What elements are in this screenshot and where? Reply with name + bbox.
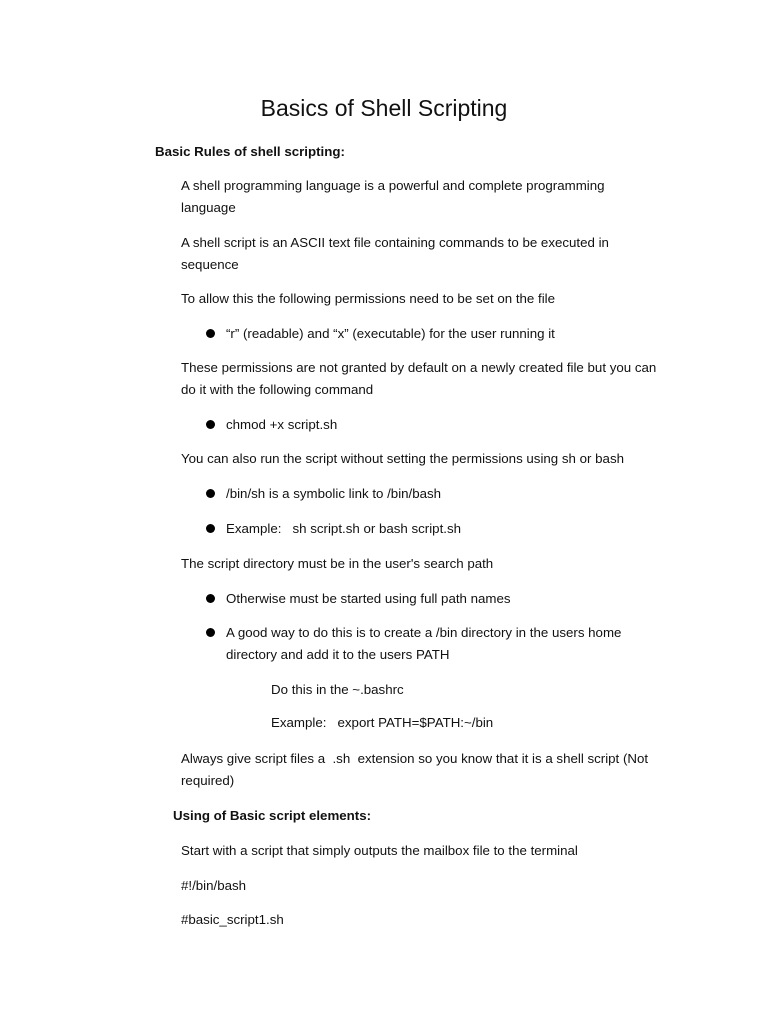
- bullet-item: chmod +x script.sh: [226, 417, 338, 432]
- code-line: #basic_script1.sh: [181, 912, 284, 927]
- paragraph-line: do it with the following command: [181, 382, 374, 397]
- paragraph-line: sequence: [181, 257, 239, 272]
- bullet-icon: [206, 524, 215, 533]
- document-title: Basics of Shell Scripting: [260, 95, 508, 121]
- paragraph-line: These permissions are not granted by default on a newly created file but you can: [181, 360, 657, 375]
- paragraph-line: required): [181, 773, 235, 788]
- paragraph-line: A shell script is an ASCII text file containing commands to be executed in: [181, 235, 609, 250]
- paragraph-line: Always give script files a .sh extension so you know that it is a shell script (Not: [181, 751, 649, 766]
- paragraph-line: Start with a script that simply outputs the mailbox file to the terminal: [181, 843, 578, 858]
- bullet-icon: [206, 420, 215, 429]
- bullet-item: Example: sh script.sh or bash script.sh: [226, 521, 462, 536]
- indented-line: Example: export PATH=$PATH:~/bin: [271, 715, 494, 730]
- section-heading: Basic Rules of shell scripting:: [155, 144, 345, 159]
- paragraph-line: The script directory must be in the user's search path: [181, 556, 494, 571]
- indented-line: Do this in the ~.bashrc: [271, 682, 404, 697]
- paragraph-line: A shell programming language is a powerful and complete programming: [181, 178, 605, 193]
- bullet-item: Otherwise must be started using full path names: [226, 591, 511, 606]
- bullet-item: /bin/sh is a symbolic link to /bin/bash: [226, 486, 442, 501]
- paragraph-line: language: [181, 200, 236, 215]
- bullet-item: A good way to do this is to create a /bin directory in the users home: [226, 625, 622, 640]
- bullet-icon: [206, 329, 215, 338]
- bullet-icon: [206, 628, 215, 637]
- code-line: #!/bin/bash: [181, 878, 247, 893]
- paragraph-line: You can also run the script without setting the permissions using sh or bash: [181, 451, 624, 466]
- section-heading: Using of Basic script elements:: [173, 808, 372, 823]
- bullet-icon: [206, 489, 215, 498]
- bullet-icon: [206, 594, 215, 603]
- bullet-item-continuation: directory and add it to the users PATH: [226, 647, 450, 662]
- bullet-item: “r” (readable) and “x” (executable) for the user running it: [226, 326, 555, 341]
- paragraph-line: To allow this the following permissions need to be set on the file: [181, 291, 556, 306]
